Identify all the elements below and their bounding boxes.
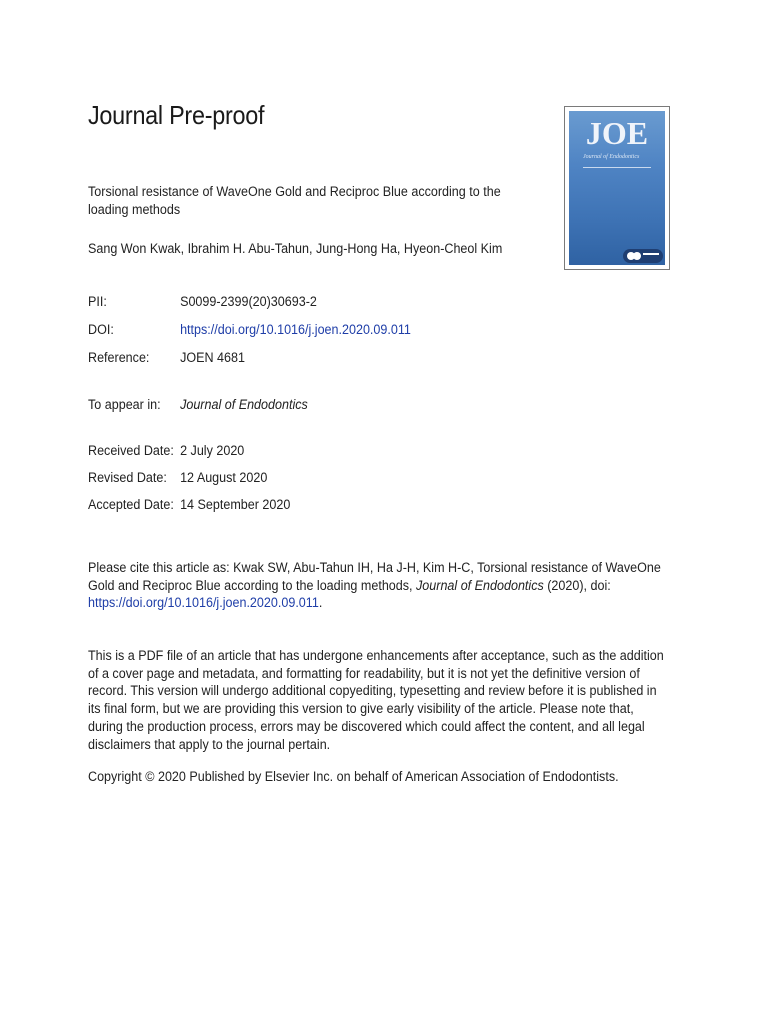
pii-row — [88, 294, 317, 309]
elsevier-badge-icon — [623, 249, 663, 263]
received-label: Received Date: — [88, 443, 174, 458]
copyright-line: Copyright © 2020 Published by Elsevier Inc. on behalf of American Association of Endodontists. — [88, 769, 619, 784]
citation-suffix: . — [318, 595, 323, 611]
badge-bar — [643, 253, 659, 255]
doi-link[interactable]: https://doi.org/10.1016/j.joen.2020.09.011 — [180, 322, 411, 337]
pii-value: S0099-2399(20)30693-2 — [180, 294, 317, 309]
citation-paragraph — [88, 559, 665, 612]
cover-subtitle: Journal of Endodontics — [583, 154, 640, 160]
badge-dot-icon — [633, 252, 641, 260]
revised-value: 12 August 2020 — [180, 470, 268, 485]
journal-name: Journal of Endodontics — [180, 397, 308, 412]
citation-doi-link[interactable]: https://doi.org/10.1016/j.joen.2020.09.011 — [88, 595, 319, 611]
article-authors: Sang Won Kwak, Ibrahim H. Abu-Tahun, Jung-Hong Ha, Hyeon-Cheol Kim — [88, 241, 503, 256]
page-heading: Journal Pre-proof — [88, 100, 265, 130]
journal-cover-image — [564, 106, 670, 270]
pii-label: PII: — [88, 294, 107, 309]
article-title: Torsional resistance of WaveOne Gold and Reciproc Blue according to the loading methods — [88, 184, 501, 217]
reference-row — [88, 350, 245, 365]
citation-journal: Journal of Endodontics — [416, 577, 544, 593]
accepted-row — [88, 497, 290, 512]
revised-row — [88, 470, 267, 485]
cover-background — [569, 111, 665, 265]
accepted-label: Accepted Date: — [88, 497, 174, 512]
cover-logo: JOE — [585, 115, 649, 151]
appear-label: To appear in: — [88, 397, 161, 412]
appear-row — [88, 397, 308, 412]
citation-middle: (2020), doi: — [543, 577, 611, 593]
citation-prefix: Please cite this article as: Kwak SW, Abu-Tahun IH, Ha J-H, Kim H-C, Torsional resistance of WaveOne Gold and Reciproc Blue according to the loading methods, — [88, 560, 661, 593]
reference-label: Reference: — [88, 350, 150, 365]
doi-label: DOI: — [88, 322, 114, 337]
reference-value: JOEN 4681 — [180, 350, 245, 365]
received-value: 2 July 2020 — [180, 443, 245, 458]
revised-label: Revised Date: — [88, 470, 167, 485]
notice-paragraph: This is a PDF file of an article that has undergone enhancements after acceptance, such as the addition of a cover page and metadata, and formatting for readability, but it is not yet the definitive version of record. This version will undergo additional copyediting, typesetting and review before it is published in its final form, but we are providing this version to give early visibility of the article. Please note that, during the production process, errors may be discovered which could affect the content, and all legal disclaimers that apply to the journal pertain. — [88, 648, 664, 752]
cover-divider — [583, 167, 651, 168]
received-row — [88, 443, 244, 458]
doi-row — [88, 322, 411, 337]
accepted-value: 14 September 2020 — [180, 497, 291, 512]
